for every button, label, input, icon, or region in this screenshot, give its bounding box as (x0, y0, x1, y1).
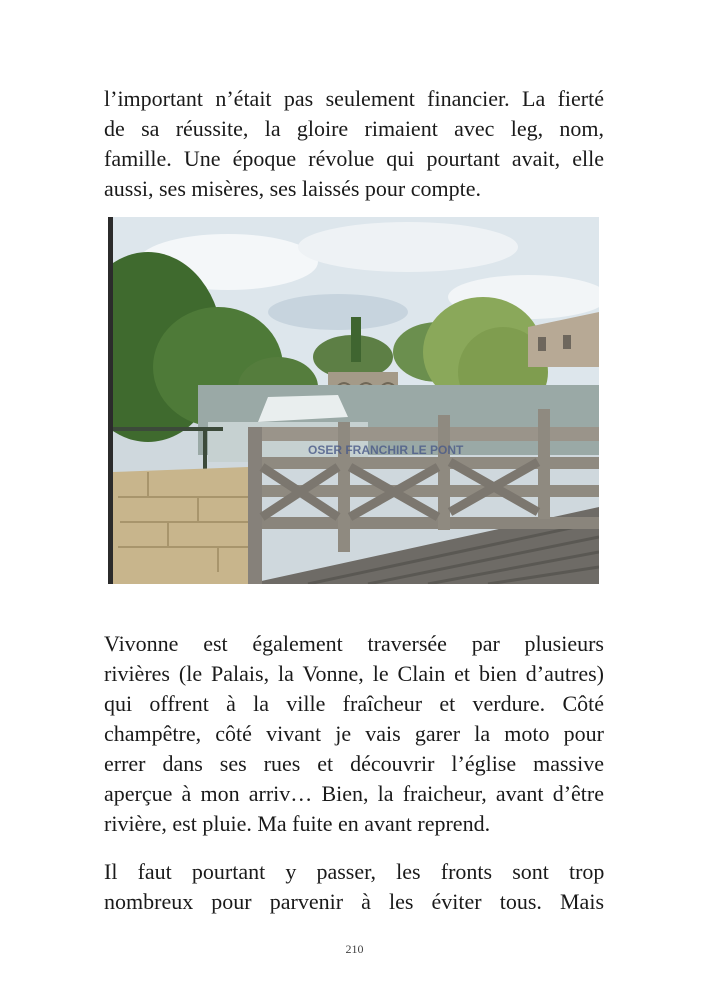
text-line: rivières (le Palais, la Vonne, le Clain et bien d’autres) (104, 661, 604, 686)
text-line: Il faut pourtant y passer, les fronts sont trop (104, 859, 605, 884)
text-line: Vivonne est également traversée par plusieurs (104, 631, 604, 656)
text-line: famille. Une époque révolue qui pourtant avait, elle (104, 146, 604, 171)
photo-watermark: OSER FRANCHIR LE PONT (308, 443, 464, 457)
text-line: aussi, ses misères, ses laissés pour compte. (104, 176, 481, 201)
text-line: de sa réussite, la gloire rimaient avec leg, nom, (104, 116, 604, 141)
paragraph-2 (104, 629, 604, 839)
river-bridge-photo (108, 217, 599, 584)
text-line: nombreux pour parvenir à les éviter tous. Mais (104, 889, 604, 914)
text-line: errer dans ses rues et découvrir l’église massive (104, 751, 604, 776)
paragraph-1 (104, 84, 604, 204)
text-line: qui offrent à la ville fraîcheur et verdure. Côté (104, 691, 604, 716)
paragraph-3 (104, 857, 604, 917)
text-line: aperçue à mon arriv… Bien, la fraicheur, avant d’être (104, 781, 604, 806)
page-number: 210 (345, 942, 364, 956)
text-line: l’important n’était pas seulement financier. La fierté (104, 86, 604, 111)
text-line: rivière, est pluie. Ma fuite en avant reprend. (104, 811, 491, 836)
text-line: champêtre, côté vivant je vais garer la moto pour (104, 721, 604, 746)
